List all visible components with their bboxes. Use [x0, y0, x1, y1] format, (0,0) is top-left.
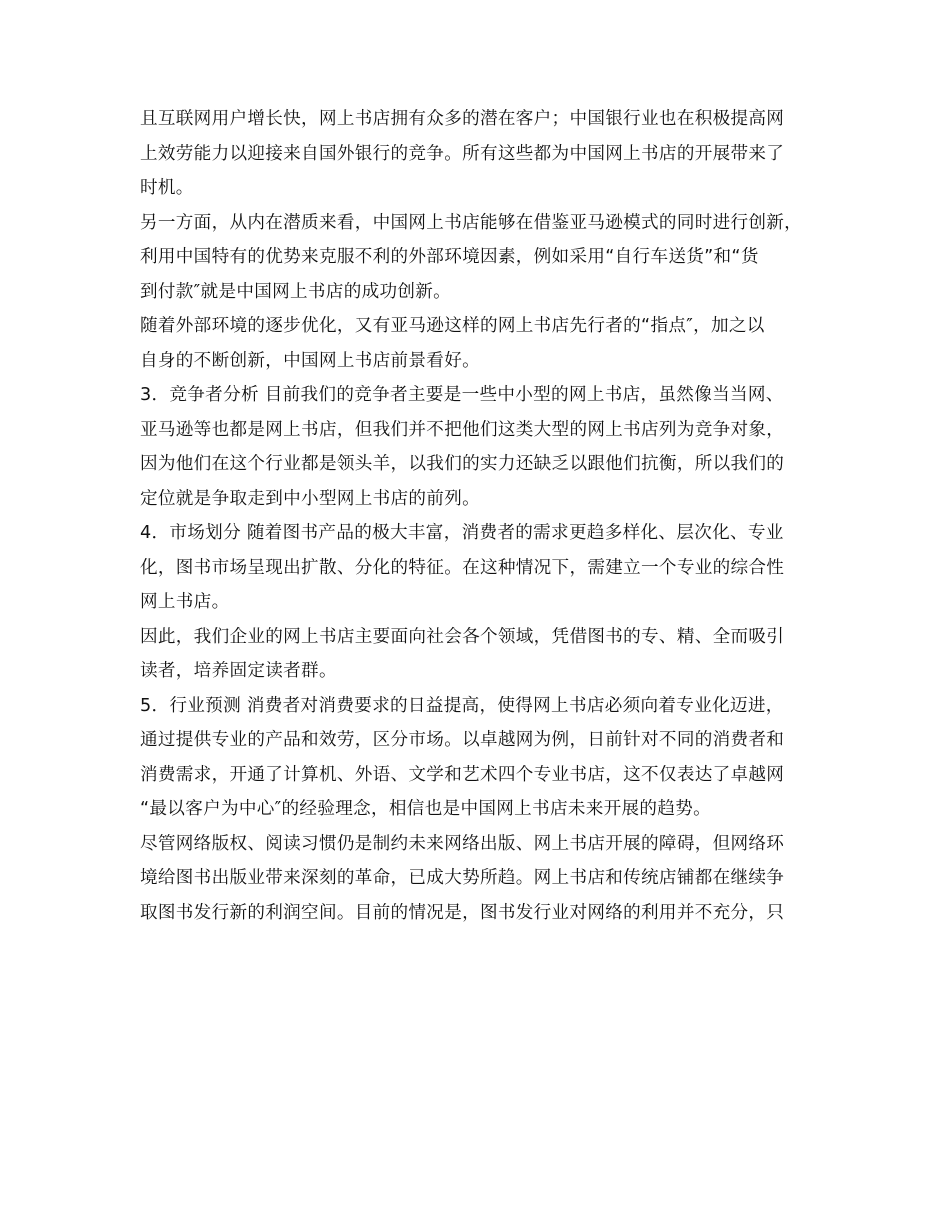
paragraph-1	[140, 102, 820, 206]
text-line: 且互联网用户增长快，网上书店拥有众多的潜在客户；中国银行业也在积极提高网	[140, 109, 785, 129]
text-line: 利用中国特有的优势来克服不利的外部环境因素，例如采用“自行车送货”和“货	[140, 247, 759, 267]
text-line: 自身的不断创新，中国网上书店前景看好。	[140, 350, 480, 371]
paragraph-industry-forecast	[140, 689, 820, 827]
text-line: 因此，我们企业的网上书店主要面向社会各个领域，凭借图书的专、精、全而吸引	[140, 626, 785, 647]
text-line: 5．行业预测 消费者对消费要求的日益提高，使得网上书店必须向着专业化迈进，	[140, 695, 784, 716]
text-line: 另一方面，从内在潜质来看，中国网上书店能够在借鉴亚马逊模式的同时进行创新，	[140, 212, 803, 233]
text-line: 尽管网络版权、阅读习惯仍是制约未来网络出版、网上书店开展的障碍，但网络环	[140, 833, 785, 854]
text-line: 定位就是争取走到中小型网上书店的前列。	[140, 488, 480, 509]
text-line: 网上书店。	[140, 592, 230, 612]
text-line: 上效劳能力以迎接来自国外银行的竞争。所有这些都为中国网上书店的开展带来了	[140, 143, 785, 164]
paragraph-market-segmentation	[140, 516, 820, 620]
text-line: 境给图书出版业带来深刻的革命，已成大势所趋。网上书店和传统店铺都在继续争	[140, 868, 785, 888]
paragraph-6	[140, 620, 820, 689]
paragraph-2	[140, 206, 820, 310]
text-line: 消费需求，开通了计算机、外语、文学和艺术四个专业书店，这不仅表达了卓越网	[140, 764, 785, 785]
document-body	[140, 102, 820, 930]
text-line: 时机。	[140, 178, 194, 198]
text-line: 读者，培养固定读者群。	[140, 661, 337, 681]
text-line: 取图书发行新的利润空间。目前的情况是，图书发行业对网络的利用并不充分，只	[140, 902, 785, 923]
text-line: 随着外部环境的逐步优化，又有亚马逊这样的网上书店先行者的“指点″，加之以	[140, 316, 765, 336]
text-line: 通过提供专业的产品和效劳，区分市场。以卓越网为例，日前针对不同的消费者和	[140, 730, 785, 750]
text-line: 化，图书市场呈现出扩散、分化的特征。在这种情况下，需建立一个专业的综合性	[140, 557, 785, 578]
paragraph-3	[140, 309, 820, 378]
text-line: 到付款″就是中国网上书店的成功创新。	[140, 281, 452, 302]
text-line: “最以客户为中心″的经验理念，相信也是中国网上书店未来开展的趋势。	[140, 799, 711, 819]
text-line: 3．竞争者分析 目前我们的竞争者主要是一些中小型的网上书店，虽然像当当网、	[140, 385, 784, 405]
text-line: 因为他们在这个行业都是领头羊，以我们的实力还缺乏以跟他们抗衡，所以我们的	[140, 454, 785, 474]
text-line: 4．市场划分 随着图书产品的极大丰富，消费者的需求更趋多样化、层次化、专业	[140, 523, 784, 543]
paragraph-competitor-analysis	[140, 378, 820, 516]
paragraph-8	[140, 827, 820, 931]
text-line: 亚马逊等也都是网上书店，但我们并不把他们这类大型的网上书店列为竞争对象，	[140, 419, 785, 440]
